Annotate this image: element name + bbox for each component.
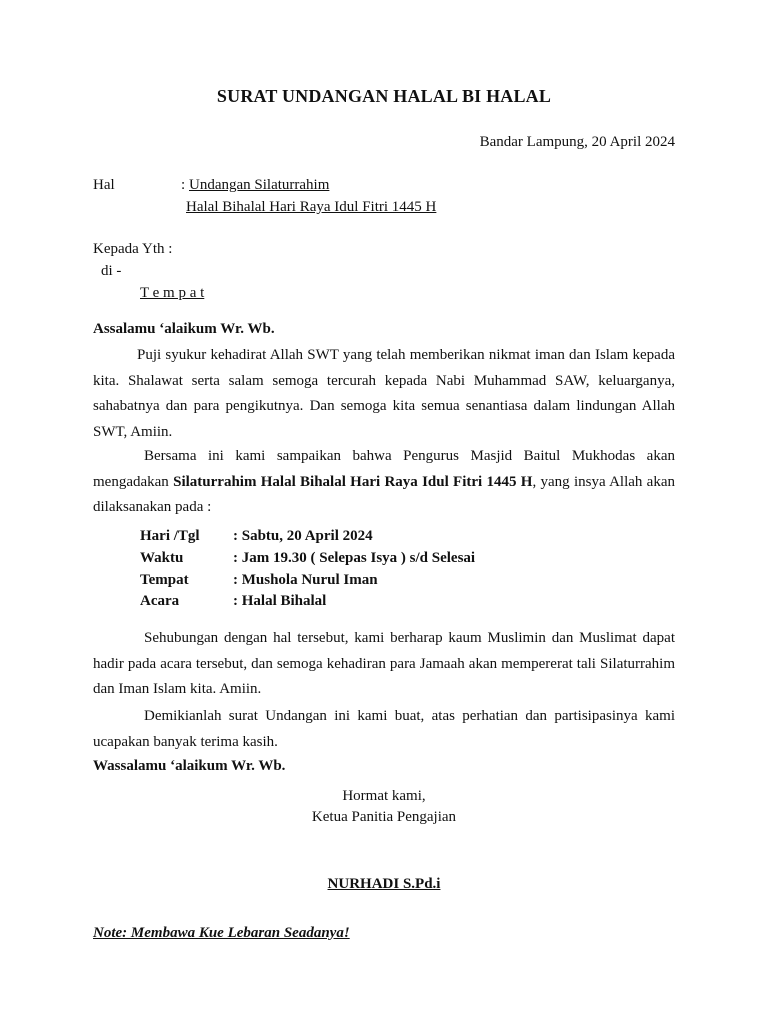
- letter-title: SURAT UNDANGAN HALAL BI HALAL: [216, 86, 552, 106]
- detail-label: Hari /Tgl: [140, 528, 200, 544]
- detail-value: : Jam 19.30 ( Selepas Isya ) s/d Selesai: [233, 550, 476, 566]
- signature-name: NURHADI S.Pd.i: [327, 876, 441, 892]
- subject-line2: Halal Bihalal Hari Raya Idul Fitri 1445 H: [186, 199, 437, 215]
- signature-position: Ketua Panitia Pengajian: [311, 809, 457, 825]
- paragraph-2-before: Bersama ini kami sampaikan bahwa Pengurus Masjid Baitul Mukhodas akan mengadakan: [93, 448, 675, 490]
- paragraph-3-text: Sehubungan dengan hal tersebut, kami berharap kaum Muslimin dan Muslimat dapat hadir pada acara tersebut, dan semoga kehadiran para Jamaah akan mempererat tali Silaturrahim dan Iman Islam kita. Amiin.: [93, 630, 675, 697]
- place-date: Bandar Lampung, 20 April 2024: [479, 134, 675, 150]
- subject-colon: :: [181, 177, 186, 193]
- paragraph-2: [93, 444, 675, 521]
- subject-line1: Undangan Silaturrahim: [189, 177, 330, 193]
- paragraph-1-text: Puji syukur kehadirat Allah SWT yang telah memberikan nikmat iman dan Islam kepada kita. Shalawat serta salam semoga tercurah kepada Nabi Muhammad SAW, keluarganya, sahabatnya dan para pengikutnya. Dan semoga kita semua senantiasa dalam lindungan Allah SWT, Amiin.: [93, 347, 675, 440]
- paragraph-4: [93, 704, 675, 755]
- subject-label: Hal: [93, 177, 115, 193]
- paragraph-2-after: , yang insya Allah akan dilaksanakan pada :: [93, 473, 675, 515]
- detail-label: Tempat: [140, 572, 189, 588]
- recipient-place: T e m p a t: [140, 285, 205, 301]
- detail-label: Acara: [140, 593, 180, 609]
- greeting: Assalamu ‘alaikum Wr. Wb.: [93, 321, 275, 337]
- note: Note: Membawa Kue Lebaran Seadanya!: [93, 925, 350, 941]
- recipient-to: Kepada Yth :: [93, 241, 173, 257]
- closing: Wassalamu ‘alaikum Wr. Wb.: [93, 758, 286, 774]
- recipient-at: di -: [101, 263, 122, 279]
- paragraph-4-text: Demikianlah surat Undangan ini kami buat, atas perhatian dan partisipasinya kami ucapakan banyak terima kasih.: [93, 708, 675, 750]
- detail-value: : Sabtu, 20 April 2024: [233, 528, 373, 544]
- paragraph-2-bold: Silaturrahim Halal Bihalal Hari Raya Idul Fitri 1445 H: [173, 473, 533, 490]
- detail-value: : Halal Bihalal: [233, 593, 327, 609]
- detail-label: Waktu: [140, 550, 184, 566]
- paragraph-3: [93, 626, 675, 703]
- signature-regards: Hormat kami,: [342, 788, 426, 804]
- paragraph-1: [93, 343, 675, 445]
- detail-value: : Mushola Nurul Iman: [233, 572, 378, 588]
